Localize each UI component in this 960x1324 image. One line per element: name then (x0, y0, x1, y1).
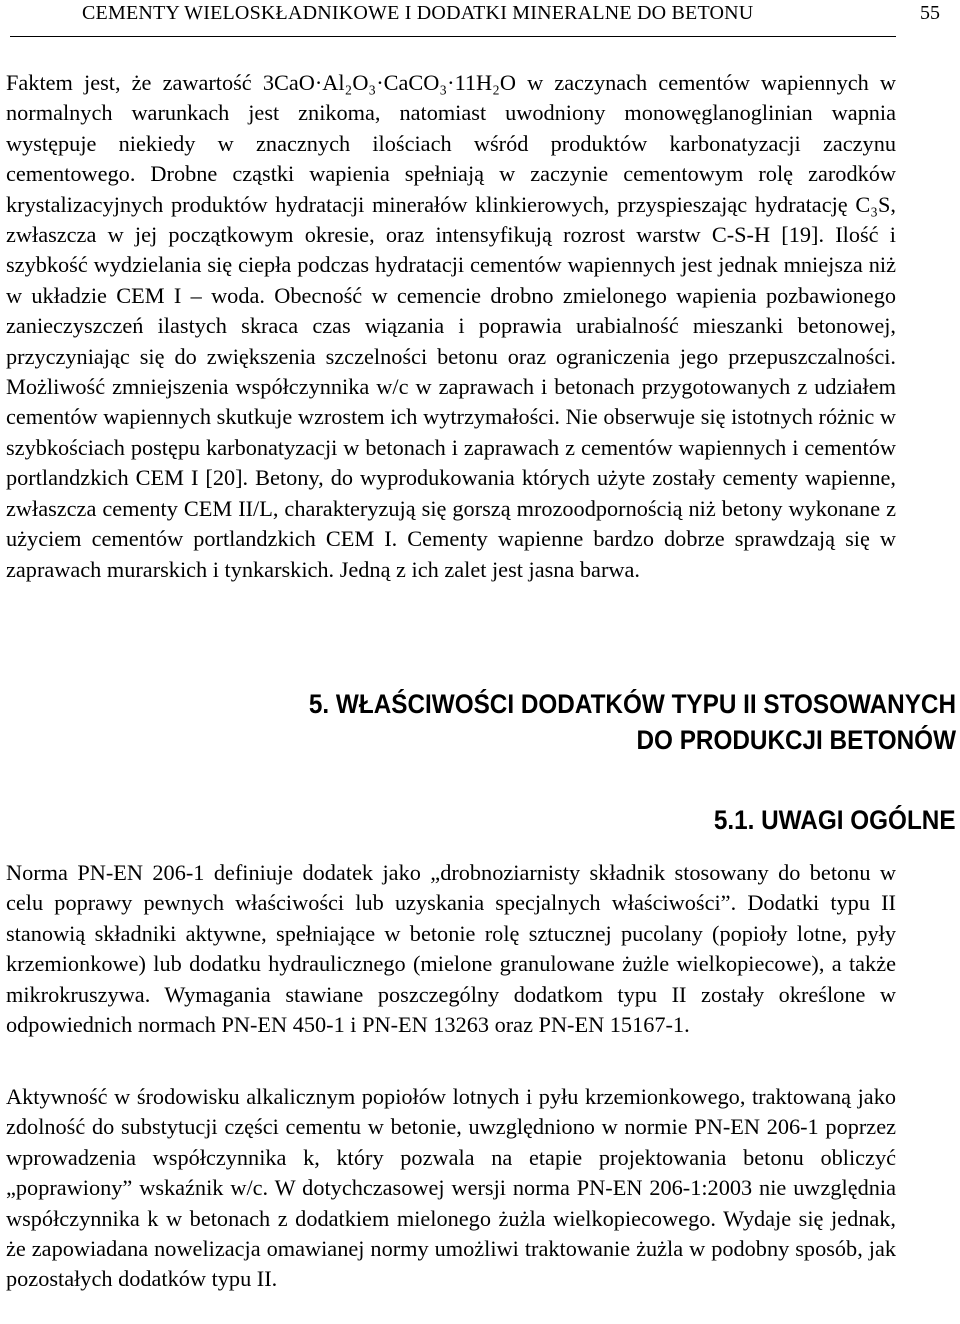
running-header (10, 0, 940, 37)
page-number: 55 (920, 2, 940, 24)
running-title: CEMENTY WIELOSKŁADNIKOWE I DODATKI MINERALNE DO BETONU (82, 2, 754, 24)
paragraph-activity-k-factor: Aktywność w środowisku alkalicznym popiołów lotnych i pyłu krzemionkowego, traktowaną jako zdolność do substytucji części cementu w betonie, uwzględniono w normie PN-EN 206-1 poprzez wprowadzenia współczynnika k, który pozwala na etapie projektowania betonu obliczyć „poprawiony” wskaźnik w/c. W dotychczasowej wersji norma PN-EN 206-1:2003 nie uwzględnia współczynnika k w betonach z dodatkiem mielonego żużla wielkopiecowego. Wydaje się jednak, że zapowiadana nowelizacja omawianej normy umożliwi traktowanie żużla w podobny sposób, jak pozostałych dodatków typu II. (6, 1084, 896, 1292)
subsection-heading: 5.1. UWAGI OGÓLNE (714, 805, 956, 835)
section-heading (309, 686, 956, 758)
paragraph-limestone-cements: Faktem jest, że zawartość 3CaO·Al₂O₃·CaCO₃·11H₂O w zaczynach cementów wapiennych w normalnych warunkach jest znikoma, natomiast uwodniony monowęglanoglinian wapnia występuje niekiedy w znacznych ilościach wśród produktów karbonatyzacji zaczynu cementowego. Drobne cząstki wapienia spełniają w zaczynie cementowym rolę zarodków krystalizacyjnych produktów hydratacji minerałów klinkierowych, przyspieszając hydratację C₃S, zwłaszcza w jej początkowym okresie, oraz intensyfikują rozrost warstw C-S-H [19]. Ilość i szybkość wydzielania się ciepła podczas hydratacji cementów wapiennych jest jednak mniejsza niż w układzie CEM I – woda. Obecność w cemencie drobno zmielonego wapienia pozbawionego zanieczyszczeń ilastych skraca czas wiązania i poprawia urabialność mieszanki betonowej, przyczyniając się do zwiększenia szczelności betonu oraz ograniczenia jego przepuszczalności. Możliwość zmniejszenia współczynnika w/c w zaprawach i betonach przygotowanych z udziałem cementów wapiennych skutkuje wzrostem ich wytrzymałości. Nie obserwuje się istotnych różnic w szybkościach postępu karbonatyzacji w betonach i zaprawach z cementów wapiennych i cementów portlandzkich CEM I [20]. Betony, do wyprodukowania których użyte zostały cementy wapienne, zwłaszcza cementy CEM II/L, charakteryzują się gorszą mrozoodpornością niż betony wykonane z użyciem cementów portlandzkich CEM I. Cementy wapienne bardzo dobrze sprawdzają się w zaprawach murarskich i tynkarskich. Jedną z ich zalet jest jasna barwa. (6, 70, 896, 582)
paragraph-norm-definition: Norma PN-EN 206-1 definiuje dodatek jako „drobnoziarnisty składnik stosowany do betonu w celu poprawy pewnych właściwości lub uzyskania specjalnych właściwości”. Dodatki typu II stanowią składniki aktywne, spełniające w betonie rolę sztucznej pucolany (popioły lotne, pyły krzemionkowe) lub dodatku hydraulicznego (mielone granulowane żużle wielkopiecowe), a także mikrokruszywa. Wymagania stawiane poszczególny dodatkom typu II zostały określone w odpowiednich normach PN-EN 450-1 i PN-EN 13263 oraz PN-EN 15167-1. (6, 860, 896, 1038)
section-heading-line-2: DO PRODUKCJI BETONÓW (636, 725, 956, 755)
section-heading-line-1: 5. WŁAŚCIWOŚCI DODATKÓW TYPU II STOSOWANYCH (308, 689, 956, 719)
